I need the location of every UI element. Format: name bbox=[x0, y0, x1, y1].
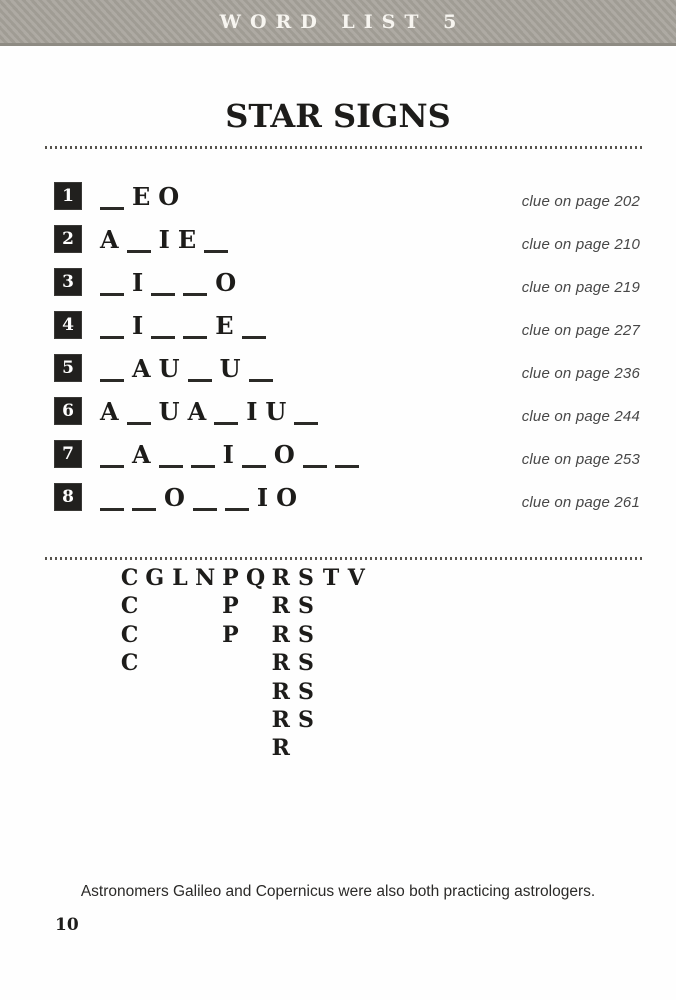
bank-cell: C bbox=[120, 565, 139, 591]
blank-slot bbox=[183, 312, 207, 339]
bank-row bbox=[117, 621, 369, 649]
clue-text: clue on page 210 bbox=[521, 236, 640, 253]
item-number-badge: 8 bbox=[55, 484, 81, 510]
letter-pattern bbox=[100, 226, 236, 253]
word-list bbox=[55, 183, 640, 527]
bank-cell: R bbox=[271, 621, 290, 648]
clue-text: clue on page 261 bbox=[521, 494, 640, 511]
blank-slot bbox=[100, 484, 124, 511]
blank-slot bbox=[335, 441, 359, 468]
letter-slot: O bbox=[273, 440, 295, 469]
letter-slot: U bbox=[219, 354, 241, 383]
clue-text: clue on page 202 bbox=[521, 193, 640, 210]
letter-pattern bbox=[100, 355, 281, 382]
blank-slot bbox=[100, 441, 124, 468]
bank-cell: G bbox=[145, 565, 165, 591]
word-row bbox=[55, 269, 640, 312]
letter-pattern bbox=[100, 441, 367, 468]
bank-row bbox=[117, 592, 369, 620]
blank-slot bbox=[100, 269, 124, 296]
blank-slot bbox=[183, 269, 207, 296]
blank-slot bbox=[225, 484, 249, 511]
word-row bbox=[55, 312, 640, 355]
letter-slot: A bbox=[100, 397, 119, 426]
bank-cell: S bbox=[297, 678, 314, 705]
bank-cell: R bbox=[271, 565, 290, 591]
clue-text: clue on page 227 bbox=[521, 322, 640, 339]
bank-cell: S bbox=[297, 706, 314, 733]
clue-text: clue on page 253 bbox=[521, 451, 640, 468]
letter-bank bbox=[117, 564, 369, 763]
bank-cell: P bbox=[222, 621, 239, 648]
blank-slot bbox=[191, 441, 215, 468]
letter-slot: O bbox=[215, 268, 237, 297]
clue-text: clue on page 244 bbox=[521, 408, 640, 425]
word-row bbox=[55, 183, 640, 226]
bank-row bbox=[117, 734, 369, 762]
letter-pattern bbox=[100, 269, 244, 296]
item-number-badge: 4 bbox=[55, 312, 81, 338]
blank-slot bbox=[188, 355, 212, 382]
blank-slot bbox=[127, 398, 151, 425]
bank-row bbox=[117, 564, 369, 592]
letter-slot: I bbox=[246, 397, 258, 426]
bank-row bbox=[117, 678, 369, 706]
clue-text: clue on page 236 bbox=[521, 365, 640, 382]
letter-slot: A bbox=[187, 397, 207, 426]
bank-cell: S bbox=[297, 650, 314, 677]
item-number-badge: 3 bbox=[55, 269, 81, 295]
bank-cell: P bbox=[222, 593, 239, 620]
bank-cell: P bbox=[222, 565, 239, 591]
bank-cell: R bbox=[271, 593, 290, 620]
blank-slot bbox=[159, 441, 183, 468]
bank-cell: C bbox=[120, 593, 139, 620]
bank-cell: Q bbox=[245, 565, 266, 591]
bank-cell: T bbox=[322, 565, 340, 591]
bank-cell: N bbox=[195, 565, 216, 591]
bank-cell: L bbox=[172, 565, 188, 591]
letter-slot: A bbox=[100, 225, 119, 254]
bank-cell: C bbox=[120, 650, 139, 677]
item-number-badge: 7 bbox=[55, 441, 81, 467]
letter-slot: I bbox=[222, 440, 234, 469]
blank-slot bbox=[242, 312, 266, 339]
word-row bbox=[55, 355, 640, 398]
letter-slot: E bbox=[132, 182, 151, 211]
word-row bbox=[55, 226, 640, 269]
blank-slot bbox=[204, 226, 228, 253]
letter-slot: O bbox=[164, 483, 185, 512]
bank-cell: R bbox=[271, 678, 290, 705]
letter-pattern bbox=[100, 183, 187, 210]
word-list-banner bbox=[0, 0, 676, 46]
divider-bottom bbox=[45, 557, 643, 560]
blank-slot bbox=[132, 484, 156, 511]
letter-pattern bbox=[100, 398, 326, 425]
letter-pattern bbox=[100, 484, 305, 511]
letter-slot: O bbox=[276, 483, 298, 512]
letter-slot: A bbox=[132, 354, 151, 383]
divider-top bbox=[45, 146, 643, 149]
blank-slot bbox=[100, 183, 124, 210]
item-number-badge: 5 bbox=[55, 355, 81, 381]
page-title: STAR SIGNS bbox=[225, 97, 451, 135]
bank-cell: R bbox=[271, 650, 290, 677]
blank-slot bbox=[294, 398, 318, 425]
blank-slot bbox=[249, 355, 273, 382]
blank-slot bbox=[100, 355, 124, 382]
item-number-badge: 6 bbox=[55, 398, 81, 424]
bank-cell: S bbox=[297, 565, 314, 591]
letter-slot: E bbox=[177, 225, 197, 254]
item-number-badge: 2 bbox=[55, 226, 81, 252]
word-row bbox=[55, 398, 640, 441]
clue-text: clue on page 219 bbox=[521, 279, 640, 296]
blank-slot bbox=[242, 441, 266, 468]
bank-row bbox=[117, 706, 369, 734]
letter-slot: U bbox=[265, 397, 287, 426]
blank-slot bbox=[151, 269, 175, 296]
blank-slot bbox=[151, 312, 175, 339]
letter-slot: U bbox=[158, 354, 180, 383]
letter-slot: I bbox=[158, 225, 170, 254]
letter-slot: O bbox=[158, 182, 180, 211]
blank-slot bbox=[100, 312, 124, 339]
bank-cell: S bbox=[297, 621, 314, 648]
bank-cell: R bbox=[271, 735, 290, 762]
banner-label: WORD LIST 5 bbox=[219, 11, 466, 33]
letter-slot: A bbox=[132, 440, 151, 469]
fact-text: Astronomers Galileo and Copernicus were also both practicing astrologers. bbox=[80, 883, 596, 900]
letter-slot: U bbox=[158, 397, 180, 426]
blank-slot bbox=[303, 441, 327, 468]
letter-slot: I bbox=[132, 311, 144, 340]
blank-slot bbox=[214, 398, 238, 425]
bank-cell: S bbox=[297, 593, 314, 620]
bank-cell: V bbox=[347, 565, 365, 591]
letter-slot: I bbox=[256, 483, 269, 512]
letter-pattern bbox=[100, 312, 274, 339]
word-row bbox=[55, 484, 640, 527]
blank-slot bbox=[193, 484, 217, 511]
bank-cell: R bbox=[271, 706, 290, 733]
page-number: 10 bbox=[55, 915, 79, 935]
letter-slot: E bbox=[215, 311, 234, 340]
word-row bbox=[55, 441, 640, 484]
bank-cell: C bbox=[120, 621, 139, 648]
bank-row bbox=[117, 649, 369, 677]
item-number-badge: 1 bbox=[55, 183, 81, 209]
letter-slot: I bbox=[132, 268, 144, 297]
blank-slot bbox=[127, 226, 151, 253]
